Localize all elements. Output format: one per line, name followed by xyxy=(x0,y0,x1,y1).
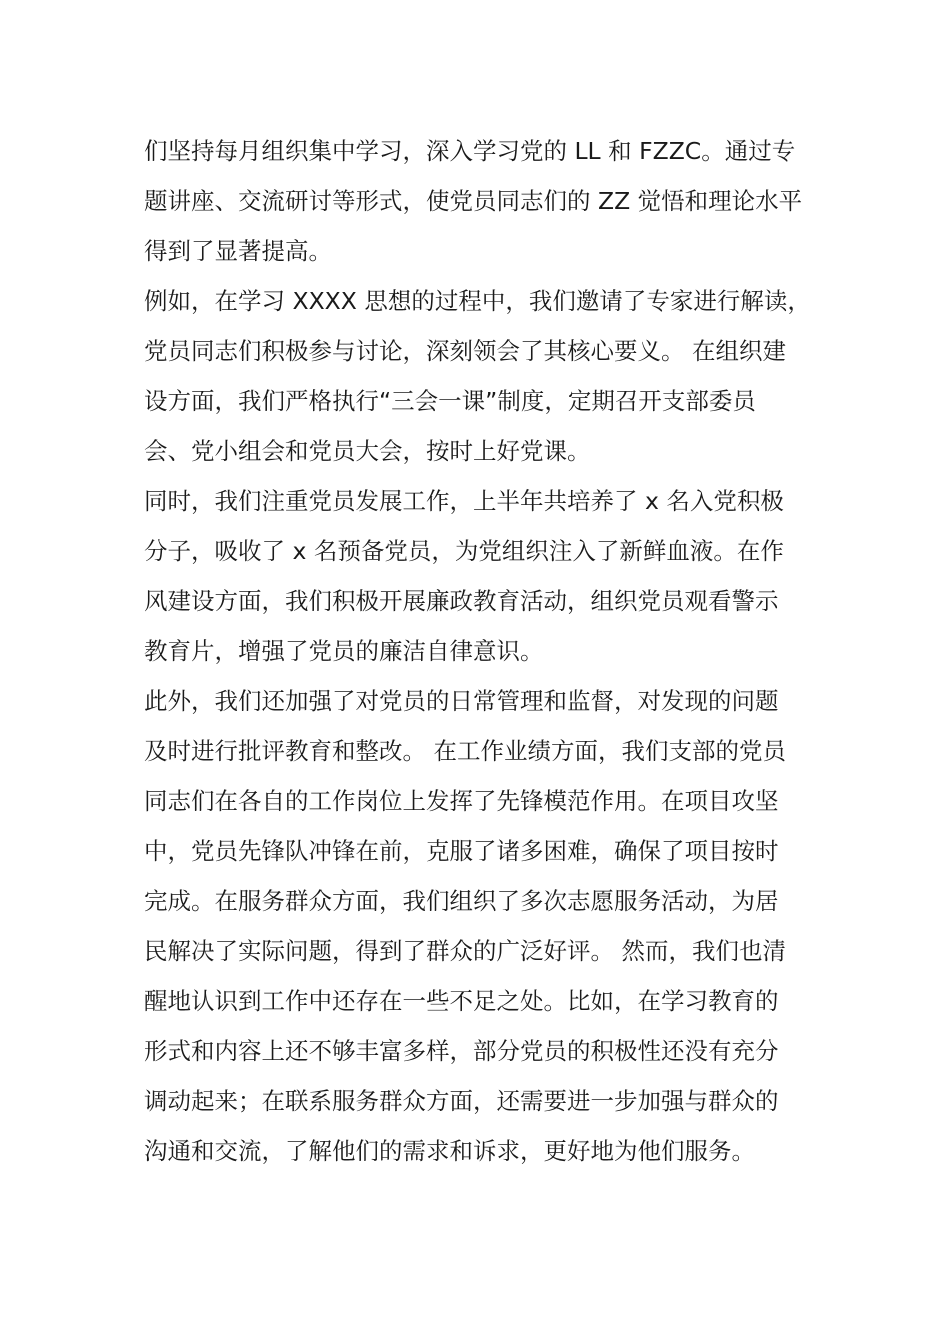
text-line: 及时进行批评教育和整改。 在工作业绩方面，我们支部的党员 xyxy=(144,737,786,765)
text-line: 醒地认识到工作中还存在一些不足之处。比如，在学习教育的 xyxy=(144,987,779,1015)
text-line: 教育片，增强了党员的廉洁自律意识。 xyxy=(144,637,544,665)
text-line: 例如，在学习 XXXX 思想的过程中，我们邀请了专家进行解读， xyxy=(144,287,811,315)
text-line: 会、党小组会和党员大会，按时上好党课。 xyxy=(144,437,591,465)
text-line: 设方面，我们严格执行“三会一课”制度，定期召开支部委员 xyxy=(144,387,756,415)
document-body xyxy=(144,126,816,1176)
text-line: 得到了显著提高。 xyxy=(144,237,332,265)
paragraph-3 xyxy=(144,476,816,676)
text-line: 们坚持每月组织集中学习，深入学习党的 LL 和 FZZC。通过专 xyxy=(144,137,796,165)
text-line: 沟通和交流，了解他们的需求和诉求，更好地为他们服务。 xyxy=(144,1137,755,1165)
text-line: 风建设方面，我们积极开展廉政教育活动，组织党员观看警示 xyxy=(144,587,779,615)
text-line: 党员同志们积极参与讨论，深刻领会了其核心要义。 在组织建 xyxy=(144,337,786,365)
text-line: 形式和内容上还不够丰富多样，部分党员的积极性还没有充分 xyxy=(144,1037,779,1065)
text-line: 调动起来；在联系服务群众方面，还需要进一步加强与群众的 xyxy=(144,1087,779,1115)
text-line: 分子，吸收了 x 名预备党员，为党组织注入了新鲜血液。在作 xyxy=(144,537,784,565)
paragraph-1 xyxy=(144,126,816,276)
paragraph-2 xyxy=(144,276,816,476)
text-line: 民解决了实际问题，得到了群众的广泛好评。 然而，我们也清 xyxy=(144,937,786,965)
text-line: 完成。在服务群众方面，我们组织了多次志愿服务活动，为居 xyxy=(144,887,779,915)
text-line: 同时，我们注重党员发展工作，上半年共培养了 x 名入党积极 xyxy=(144,487,784,515)
text-line: 题讲座、交流研讨等形式，使党员同志们的 ZZ 觉悟和理论水平 xyxy=(144,187,803,215)
text-line: 同志们在各自的工作岗位上发挥了先锋模范作用。在项目攻坚 xyxy=(144,787,779,815)
text-line: 中，党员先锋队冲锋在前，克服了诸多困难，确保了项目按时 xyxy=(144,837,779,865)
text-line: 此外，我们还加强了对党员的日常管理和监督，对发现的问题 xyxy=(144,687,779,715)
paragraph-4 xyxy=(144,676,816,1176)
